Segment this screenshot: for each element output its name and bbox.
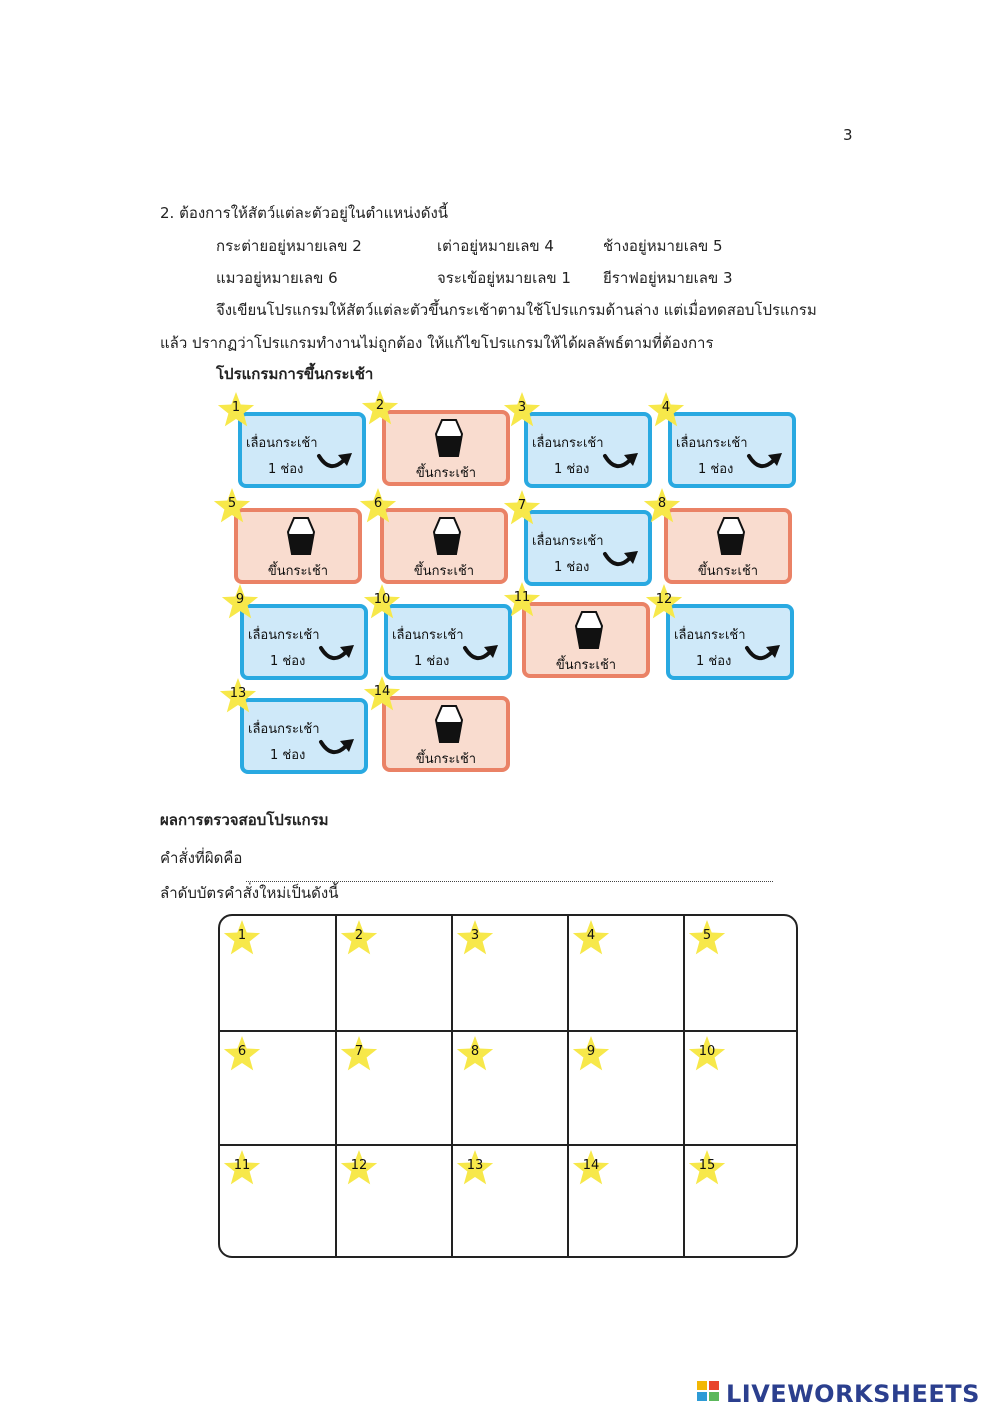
position-turtle: เต่าอยู่หมายเลข 4 [437, 237, 554, 255]
wrong-command-answer-line[interactable] [246, 862, 773, 882]
card-label: เลื่อนกระเช้า [248, 628, 320, 643]
star-number-badge [571, 918, 611, 958]
star-number-badge [571, 1034, 611, 1074]
card-label: ขึ้นกระเช้า [415, 752, 477, 767]
card-label: เลื่อนกระเช้า [248, 722, 320, 737]
curved-arrow-icon [318, 640, 356, 666]
star-number: 9 [586, 1044, 596, 1059]
star-number: 3 [517, 400, 527, 415]
star-number-badge [644, 582, 684, 622]
card-label: ขึ้นกระเช้า [413, 564, 475, 579]
curved-arrow-icon [602, 448, 640, 474]
board-basket-card [380, 508, 508, 584]
star-number-badge [502, 580, 542, 620]
answer-cell[interactable] [453, 916, 568, 1030]
curved-arrow-icon [462, 640, 500, 666]
curved-arrow-icon [746, 448, 784, 474]
star-number: 7 [354, 1044, 364, 1059]
answer-cell[interactable] [220, 1146, 335, 1258]
curved-arrow-icon [602, 546, 640, 572]
wrong-command-label: คำสั่งที่ผิดคือ [160, 849, 243, 867]
card-label: ขึ้นกระเช้า [415, 466, 477, 481]
card-label: ขึ้นกระเช้า [267, 564, 329, 579]
card-label: เลื่อนกระเช้า [392, 628, 464, 643]
card-step-label: 1 ช่อง [696, 654, 732, 669]
card-label: เลื่อนกระเช้า [674, 628, 746, 643]
star-number: 2 [354, 928, 364, 943]
card-step-label: 1 ช่อง [414, 654, 450, 669]
star-number-badge [455, 1148, 495, 1188]
star-number-badge [455, 1034, 495, 1074]
star-number-badge [212, 486, 252, 526]
star-number: 4 [661, 400, 671, 415]
paragraph-line-1: จึงเขียนโปรแกรมให้สัตว์แต่ละตัวขึ้นกระเช้าตามใช้โปรแกรมด้านล่าง แต่เมื่อทดสอบโปรแกรม [216, 301, 817, 319]
star-number: 6 [373, 496, 383, 511]
star-number: 15 [698, 1158, 716, 1173]
star-number-badge [222, 1034, 262, 1074]
card-label: เลื่อนกระเช้า [532, 436, 604, 451]
star-number: 1 [231, 400, 241, 415]
star-number: 13 [466, 1158, 484, 1173]
star-number: 5 [702, 928, 712, 943]
curved-arrow-icon [318, 734, 356, 760]
star-number-badge [642, 486, 682, 526]
card-step-label: 1 ช่อง [270, 654, 306, 669]
result-title: ผลการตรวจสอบโปรแกรม [160, 811, 329, 829]
star-number-badge [502, 390, 542, 430]
answer-cell[interactable] [337, 1146, 452, 1258]
move-basket-card [524, 510, 652, 586]
position-rabbit: กระต่ายอยู่หมายเลข 2 [216, 237, 362, 255]
star-number: 2 [375, 398, 385, 413]
move-basket-card [240, 698, 368, 774]
answer-cell[interactable] [569, 1146, 684, 1258]
question-heading: 2. ต้องการให้สัตว์แต่ละตัวอยู่ในตำแหน่งดังนี้ [160, 204, 449, 222]
star-number-badge [218, 676, 258, 716]
star-number: 12 [350, 1158, 368, 1173]
move-basket-card [524, 412, 652, 488]
card-label: เลื่อนกระเช้า [532, 534, 604, 549]
star-number: 6 [237, 1044, 247, 1059]
answer-cell[interactable] [220, 1032, 335, 1146]
star-number-badge [687, 1034, 727, 1074]
star-number: 10 [373, 592, 391, 607]
card-step-label: 1 ช่อง [270, 748, 306, 763]
star-number: 14 [582, 1158, 600, 1173]
card-step-label: 1 ช่อง [554, 462, 590, 477]
board-basket-card [382, 410, 510, 486]
star-number-badge [222, 918, 262, 958]
move-basket-card [238, 412, 366, 488]
board-basket-card [664, 508, 792, 584]
move-basket-card [668, 412, 796, 488]
star-number-badge [220, 582, 260, 622]
star-number-badge [687, 918, 727, 958]
curved-arrow-icon [744, 640, 782, 666]
cable-car-basket-icon [432, 516, 462, 556]
star-number: 9 [235, 592, 245, 607]
star-number-badge [360, 388, 400, 428]
liveworksheets-logo-text: LIVEWORKSHEETS [726, 1380, 980, 1408]
wrong-command-value [246, 865, 252, 881]
page-number: 3 [843, 126, 853, 144]
star-number: 12 [655, 592, 673, 607]
card-label: ขึ้นกระเช้า [555, 658, 617, 673]
position-giraffe: ยีราฟอยู่หมายเลข 3 [603, 269, 733, 287]
card-step-label: 1 ช่อง [698, 462, 734, 477]
star-number: 1 [237, 928, 247, 943]
card-step-label: 1 ช่อง [268, 462, 304, 477]
board-basket-card [234, 508, 362, 584]
answer-grid [218, 914, 798, 1258]
star-number-badge [646, 390, 686, 430]
paragraph-line-2: แล้ว ปรากฏว่าโปรแกรมทำงานไม่ถูกต้อง ให้แก้ไขโปรแกรมให้ได้ผลลัพธ์ตามที่ต้องการ [160, 334, 714, 352]
card-label: เลื่อนกระเช้า [246, 436, 318, 451]
star-number: 11 [513, 590, 531, 605]
star-number-badge [358, 486, 398, 526]
star-number: 14 [373, 684, 391, 699]
answer-cell[interactable] [220, 916, 335, 1030]
position-cat: แมวอยู่หมายเลข 6 [216, 269, 338, 287]
star-number: 8 [470, 1044, 480, 1059]
move-basket-card [384, 604, 512, 680]
card-label: เลื่อนกระเช้า [676, 436, 748, 451]
star-number: 10 [698, 1044, 716, 1059]
answer-cell[interactable] [685, 1146, 798, 1258]
star-number: 5 [227, 496, 237, 511]
answer-cell[interactable] [453, 1032, 568, 1146]
new-order-label: ลำดับบัตรคำสั่งใหม่เป็นดังนี้ [160, 884, 339, 902]
answer-cell[interactable] [337, 1032, 452, 1146]
answer-cell[interactable] [569, 916, 684, 1030]
star-number: 4 [586, 928, 596, 943]
curved-arrow-icon [316, 448, 354, 474]
star-number-badge [687, 1148, 727, 1188]
star-number-badge [339, 1148, 379, 1188]
cable-car-basket-icon [434, 418, 464, 458]
star-number-badge [502, 488, 542, 528]
star-number: 7 [517, 498, 527, 513]
answer-cell[interactable] [685, 1032, 798, 1146]
cable-car-basket-icon [716, 516, 746, 556]
card-label: ขึ้นกระเช้า [697, 564, 759, 579]
card-step-label: 1 ช่อง [554, 560, 590, 575]
position-elephant: ช้างอยู่หมายเลข 5 [603, 237, 723, 255]
answer-cell[interactable] [337, 916, 452, 1030]
star-number-badge [339, 1034, 379, 1074]
star-number-badge [216, 390, 256, 430]
star-number-badge [455, 918, 495, 958]
star-number: 13 [229, 686, 247, 701]
cable-car-basket-icon [434, 704, 464, 744]
answer-cell[interactable] [453, 1146, 568, 1258]
move-basket-card [666, 604, 794, 680]
answer-cell[interactable] [569, 1032, 684, 1146]
star-number: 8 [657, 496, 667, 511]
cable-car-basket-icon [286, 516, 316, 556]
star-number: 11 [233, 1158, 251, 1173]
liveworksheets-logo-icon [697, 1381, 721, 1401]
cable-car-basket-icon [574, 610, 604, 650]
program-title: โปรแกรมการขึ้นกระเช้า [216, 365, 374, 383]
star-number-badge [362, 582, 402, 622]
star-number-badge [222, 1148, 262, 1188]
star-number: 3 [470, 928, 480, 943]
answer-cell[interactable] [685, 916, 798, 1030]
star-number-badge [362, 674, 402, 714]
position-crocodile: จระเข้อยู่หมายเลข 1 [437, 269, 571, 287]
star-number-badge [571, 1148, 611, 1188]
star-number-badge [339, 918, 379, 958]
